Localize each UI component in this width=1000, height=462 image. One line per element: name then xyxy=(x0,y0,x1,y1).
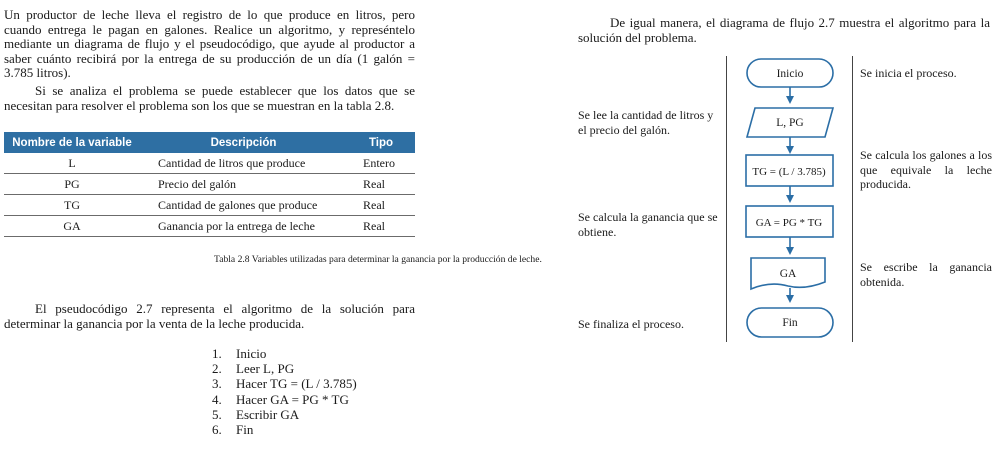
cell-variable: GA xyxy=(4,216,140,237)
pseudocode-intro: El pseudocódigo 2.7 representa el algoritmo de la solución para determinar la ganancia por la venta de la leche producida. xyxy=(4,301,415,331)
pseudocode-step: 5. Escribir GA xyxy=(212,406,300,422)
cell-description: Precio del galón xyxy=(140,174,347,195)
column-header-type: Tipo xyxy=(347,132,415,153)
cell-description: Ganancia por la entrega de leche xyxy=(140,216,347,237)
note-gallons: Se calcula los galones a los que equivale la leche producida. xyxy=(860,148,992,192)
pseudocode-list xyxy=(212,346,357,437)
table-row xyxy=(4,195,415,216)
note-read-input: Se lee la cantidad de litros y el precio del galón. xyxy=(578,108,714,137)
flow-end-text: Fin xyxy=(782,317,798,329)
flow-output-text: GA xyxy=(779,268,797,280)
cell-variable: PG xyxy=(4,174,140,195)
cell-type: Real xyxy=(347,174,415,195)
table-row xyxy=(4,216,415,237)
column-header-description: Descripción xyxy=(140,132,347,153)
analysis-paragraph: Si se analiza el problema se puede establecer que los datos que se necesitan para resolver el problema son los que se muestran en la tabla 2.8. xyxy=(4,83,415,113)
flow-input-text: L, PG xyxy=(776,117,804,129)
cell-type: Real xyxy=(347,216,415,237)
table-row xyxy=(4,174,415,195)
table-row xyxy=(4,153,415,174)
note-calc-profit: Se calcula la ganancia que se obtiene. xyxy=(578,210,718,239)
cell-description: Cantidad de galones que produce xyxy=(140,195,347,216)
table-caption: Tabla 2.8 Variables utilizadas para determinar la ganancia por la producción de leche. xyxy=(214,254,542,265)
variables-table xyxy=(4,132,415,237)
note-end-process: Se finaliza el proceso. xyxy=(578,317,684,331)
cell-description: Cantidad de litros que produce xyxy=(140,153,347,174)
table-header-row xyxy=(4,132,415,153)
note-start: Se inicia el proceso. xyxy=(860,66,957,80)
divider-right xyxy=(852,56,853,342)
flowchart-intro: De igual manera, el diagrama de flujo 2.7 muestra el algoritmo para la solución del problema. xyxy=(578,15,990,45)
flowchart xyxy=(727,56,852,346)
pseudocode-step: 6. Fin xyxy=(212,422,254,438)
pseudocode-step: 4. Hacer GA = PG * TG xyxy=(212,391,349,407)
intro-paragraph: Un productor de leche lleva el registro de lo que produce en litros, pero cuando entrega le pagan en galones. Realice un algoritmo, y represéntelo mediante un diagrama de flujo y el pseudocódigo, que ayude al productor a saber cuánto recibirá por la entrega de su producción de un día (1 galón = 3.785 litros). xyxy=(4,7,415,81)
pseudocode-step: 3. Hacer TG = (L / 3.785) xyxy=(212,376,357,392)
cell-type: Entero xyxy=(347,153,415,174)
note-write: Se escribe la ganancia obtenida. xyxy=(860,260,992,289)
cell-type: Real xyxy=(347,195,415,216)
cell-variable: TG xyxy=(4,195,140,216)
pseudocode-step: 1. Inicio xyxy=(212,346,267,361)
flow-process1-text: TG = (L / 3.785) xyxy=(752,166,826,178)
flow-process2-text: GA = PG * TG xyxy=(755,217,823,229)
flow-start-text: Inicio xyxy=(776,68,804,80)
pseudocode-step: 2. Leer L, PG xyxy=(212,361,295,377)
cell-variable: L xyxy=(4,153,140,174)
column-header-name: Nombre de la variable xyxy=(4,132,140,153)
